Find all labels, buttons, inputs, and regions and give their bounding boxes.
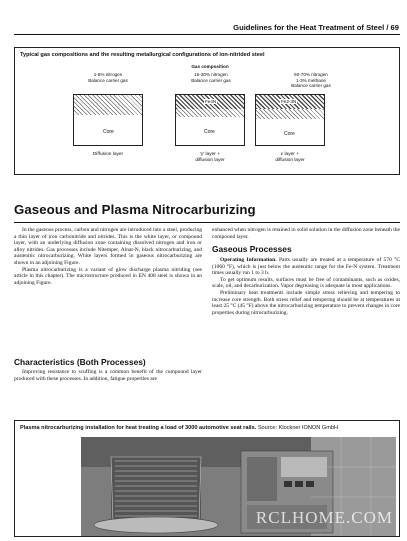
right-column-cont xyxy=(212,257,400,316)
gas-line: Balance carrier gas xyxy=(191,77,231,83)
figure-caption xyxy=(20,425,338,431)
left-column xyxy=(14,227,202,286)
column-caption-3 xyxy=(255,152,325,164)
paragraph: enhanced when nitrogen is retained in solid solution in the diffusion zone beneath the compound layer. xyxy=(212,227,400,240)
layer-label: Fe4N xyxy=(205,99,217,104)
steel-section-gamma xyxy=(175,94,245,146)
diffusion-zone xyxy=(74,95,142,115)
gas-line: Balance carrier gas xyxy=(88,77,128,83)
section-rule xyxy=(14,222,400,223)
column-caption-2 xyxy=(175,152,245,164)
core-label: Core xyxy=(103,129,114,135)
paragraph: Plasma nitrocarburizing is a variant of glow discharge plasma nitriding (see article in this chapter). The microstructure produced in EN 408 steel is shown in an adjoining Figure. xyxy=(14,266,202,286)
gas-composition-2 xyxy=(171,72,251,83)
paragraph: To get optimum results, surfaces must be free of contaminants, such as oxides, scale, oil, and decarburization. Vapor degreasing is adequate in most applications. xyxy=(212,276,400,290)
gas-line: 1-5% nitrogen xyxy=(93,72,123,77)
figure-title: Typical gas compositions and the resulting metallurgical configurations of ion-nitrided steel xyxy=(20,52,265,58)
watermark: RCLHOME.COM xyxy=(255,508,393,527)
core-label: Core xyxy=(284,131,295,137)
subheading-gaseous-processes: Gaseous Processes xyxy=(212,244,292,254)
paragraph: Improving resistance to scuffing is a common benefit of the compound layer produced with these processes. In addition, fatigue properties are xyxy=(14,369,202,382)
gas-line: 15-30% nitrogen xyxy=(194,72,228,77)
subheading-characteristics: Characteristics (Both Processes) xyxy=(14,357,146,367)
gas-line: 60-70% nitrogen xyxy=(294,72,328,77)
steel-section-diffusion xyxy=(73,94,143,146)
caption-line: ε layer + xyxy=(280,152,299,157)
caption-line: diffusion layer xyxy=(195,157,225,163)
core-label: Core xyxy=(204,129,215,135)
caption-line: 'γ' layer + xyxy=(199,152,221,157)
paragraph: Preliminary heat treatments include simple stress relieving and tempering to increase core strength. Both stress relief and tempering should be at temperatures at least 25 °C (45 °F) above the nitrocarburizing temperature to prevent changes in core properties during nitrocarburizing. xyxy=(212,289,400,316)
gas-composition-heading: Gas composition xyxy=(191,64,229,69)
figure-ion-nitrided-configurations xyxy=(14,47,400,175)
steel-section-epsilon xyxy=(255,94,325,146)
paragraph-text: Parts usually are treated at a temperature of 570 °C (1060 °F), which is just below the austenitic range for the Fe-N system. Treatment times usually run 1 to 3 h. xyxy=(212,257,400,277)
gas-composition-3 xyxy=(271,72,351,89)
running-head: Guidelines for the Heat Treatment of Steel / 69 xyxy=(233,23,399,32)
right-column xyxy=(212,227,400,240)
caption-line: diffusion layer xyxy=(275,157,305,163)
section-title: Gaseous and Plasma Nitrocarburizing xyxy=(14,202,256,217)
diffusion-zone xyxy=(176,109,244,117)
paragraph xyxy=(212,257,400,277)
gas-line: Balance carrier gas xyxy=(291,83,331,88)
gas-line: 1-3% methane xyxy=(296,77,326,83)
caption-line: Diffusion layer xyxy=(92,152,124,157)
gas-composition-1 xyxy=(73,72,143,83)
header-rule xyxy=(14,34,400,35)
caption-source: Source: Klockner IONON GmbH xyxy=(257,425,339,431)
seat-rail-load xyxy=(94,457,218,533)
run-in-heading: Operating Information. xyxy=(220,257,277,263)
caption-bold: Plasma nitrocarburizing installation for heat treating a load of 3000 automotive seat rails. xyxy=(20,425,257,431)
paragraph: In the gaseous process, carbon and nitrogen are introduced into a steel, producing a thin layer of iron carbonitride and nitrides. This is the white layer, or compound layer, with an underlying diffusion zone containing dissolved nitrogen and iron or alloy nitrides. Gas processes include Nitemper, Alnat-N, black nitrocarburizing, and austenitic nitrocarburizing. White layers formed in gaseous nitrocarburizing are shown in an adjoining Figure. xyxy=(14,227,202,266)
diffusion-zone xyxy=(256,109,324,119)
column-caption-1 xyxy=(73,152,143,158)
left-column-cont xyxy=(14,369,202,382)
layer-label: Fe2-3N xyxy=(281,99,297,104)
